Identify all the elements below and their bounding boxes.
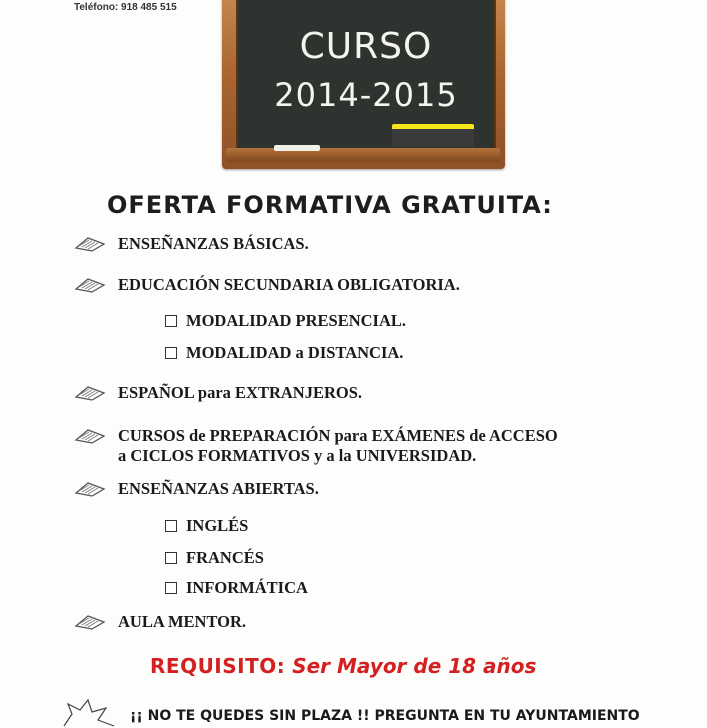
sub-item bbox=[165, 516, 248, 536]
book-icon bbox=[74, 479, 106, 497]
requirement-label: REQUISITO: bbox=[150, 654, 286, 678]
requirement bbox=[150, 654, 570, 678]
book-icon bbox=[74, 612, 106, 630]
checkbox-icon bbox=[165, 347, 177, 359]
book-icon bbox=[74, 234, 106, 252]
list-item bbox=[74, 612, 246, 632]
sub-item-label: INFORMÁTICA bbox=[186, 578, 308, 597]
footer-banner: ¡¡ NO TE QUEDES SIN PLAZA !! PREGUNTA EN TU AYUNTAMIENTO bbox=[130, 708, 640, 724]
sub-item bbox=[165, 343, 403, 363]
chalkboard-ledge bbox=[226, 148, 500, 162]
book-icon bbox=[74, 383, 106, 401]
requirement-value: Ser Mayor de 18 años bbox=[292, 654, 537, 678]
board-year: 2014-2015 bbox=[274, 76, 458, 114]
list-item bbox=[74, 426, 558, 466]
item-label: EDUCACIÓN SECUNDARIA OBLIGATORIA. bbox=[118, 275, 460, 294]
eraser-icon bbox=[392, 124, 474, 147]
sub-item-label: INGLÉS bbox=[186, 516, 249, 535]
board-course-label: CURSO bbox=[299, 26, 433, 67]
list-item bbox=[74, 479, 319, 499]
chalkboard bbox=[236, 0, 496, 152]
offer-title: OFERTA FORMATIVA GRATUITA: bbox=[107, 191, 553, 219]
chalk-icon bbox=[274, 145, 320, 151]
list-item bbox=[74, 383, 362, 403]
sub-item-label: FRANCÉS bbox=[186, 548, 264, 567]
item-label: ENSEÑANZAS ABIERTAS. bbox=[118, 479, 319, 498]
starburst-icon bbox=[58, 698, 118, 728]
item-label: ENSEÑANZAS BÁSICAS. bbox=[118, 234, 309, 253]
item-label: ESPAÑOL para EXTRANJEROS. bbox=[118, 383, 363, 402]
sub-item-label: MODALIDAD a DISTANCIA. bbox=[186, 343, 404, 362]
checkbox-icon bbox=[165, 552, 177, 564]
book-icon bbox=[74, 275, 106, 293]
book-icon bbox=[74, 426, 106, 444]
item-label-line1: CURSOS de PREPARACIÓN para EXÁMENES de ACCESO bbox=[118, 426, 558, 445]
checkbox-icon bbox=[165, 520, 177, 532]
sub-item bbox=[165, 311, 406, 331]
item-label bbox=[118, 426, 558, 466]
sub-item bbox=[165, 548, 264, 568]
item-label: AULA MENTOR. bbox=[118, 612, 247, 631]
sub-item bbox=[165, 578, 308, 598]
checkbox-icon bbox=[165, 315, 177, 327]
item-label-line2: a CICLOS FORMATIVOS y a la UNIVERSIDAD. bbox=[118, 446, 477, 465]
checkbox-icon bbox=[165, 582, 177, 594]
list-item bbox=[74, 234, 309, 254]
list-item bbox=[74, 275, 460, 295]
phone-number: Teléfono: 918 485 515 bbox=[74, 2, 177, 13]
sub-item-label: MODALIDAD PRESENCIAL. bbox=[186, 311, 407, 330]
